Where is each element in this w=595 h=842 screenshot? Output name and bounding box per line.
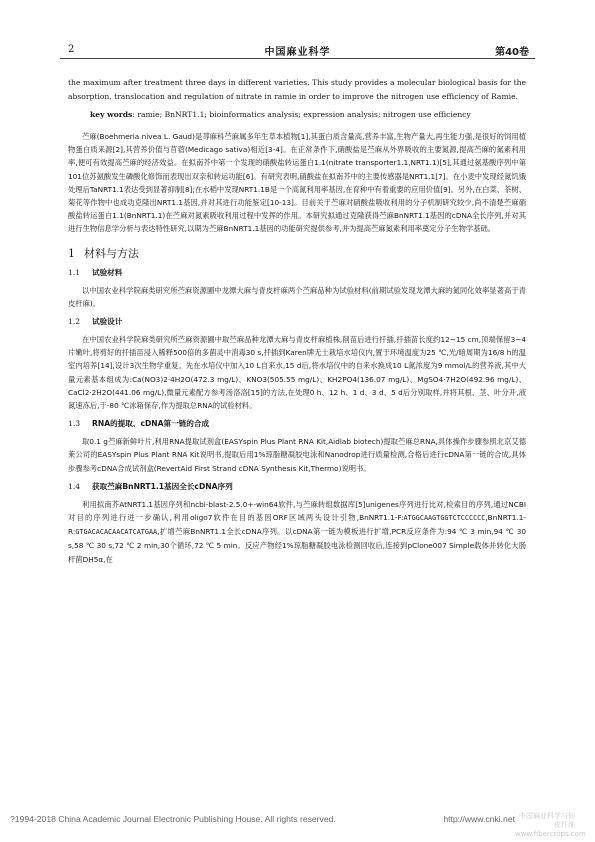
subsection-number: 1.2 [68, 317, 81, 327]
watermark [515, 812, 586, 839]
subsection-heading-1-1 [68, 267, 526, 278]
watermark-url: www.fibercrops.com [515, 830, 586, 838]
section-title: 材料与方法 [84, 246, 139, 260]
keywords-text: : ramie; BnNRT1.1; bioinformatics analysis; expression analysis; nitrogen use efficiency [132, 110, 471, 119]
volume-label: 第40卷 [495, 47, 529, 58]
paragraph-1-3: 取0.1 g苎麻新鲜叶片,利用RNA提取试剂盒(EASYspin Plus Plant RNA Kit,Aidlab biotech)提取苎麻总RNA,具体操作步骤参照北京艾德莱公司的EASYspin Plus Plant RNA Kit说明书,提取后用1%琼脂糖凝胶电泳和Nanodrop进行质量检测,合格后进行cDNA第一链的合成,具体步骤参考cDNA合成试剂盒(RevertAid First Strand cDNA Synthesis Kit,Thermo)说明书。 [68, 437, 526, 473]
subsection-heading-1-3 [68, 418, 526, 429]
subsection-title: RNA的提取、cDNA第一链的合成 [92, 419, 210, 429]
primer-reverse: GTGACACACAACATCATGAA [75, 528, 158, 537]
primer-forward: ATGGCAAGTGGTCTCCCCCC [403, 514, 486, 523]
keywords-label: key words [90, 110, 133, 119]
paragraph-1-4-part2: ,BnNRT1.1-R: [68, 513, 526, 537]
intro-paragraph: 苎麻(Boehmeria nivea L. Gaud)是荨麻科苎麻属多年生草本植物[1],其蛋白质含量高,营养丰富,生物产量大,再生能力强,是很好的饲用植物蛋白质来源[2],其营养价值与苜蓿(Medicago sativa)相近[3-4]。在正常条件下,硝酸盐是苎麻从外界吸收的主要氮源,提高苎麻的氮素利用率,便可有效提高苎麻的经济效益。在拟南芥中第一个发现的硝酸盐转运蛋白1.1(nitrate transporter1.1,NRT1.1)[5],其通过氨基酸序列中第101位苏氨酸发生磷酸化修饰而表现出双亲和转运功能[6]。有研究表明,硝酸盐在拟南芥中的主要传感器是NRT1.1[7]。在小麦中发现经氮饥饿处理后TaNRT1.1表达受到显著抑制[8];在水稻中发现NRT1.1B是一个高氮利用率基因,在育种中有着重要的应用价值[9]。另外,在白菜、茶树、菊花等作物中也成功克隆出NRT1.1基因,并对其进行功能鉴定[10-13]。目前关于苎麻对硝酸盐吸收利用的分子机制研究较少,尚不清楚苎麻硝酸盐转运蛋白1.1(BnNRT1.1)在苎麻对氮素吸收利用过程中发挥的作用。本研究拟通过克隆获得苎麻BnNRT1.1基因的cDNA全长序列,并对其进行生物信息学分析与表达特性研究,以期为苎麻BnNRT1.1基因的功能研究提供参考,并为提高苎麻氮素利用率奠定分子生物学基础。 [68, 132, 526, 234]
subsection-heading-1-2 [68, 316, 526, 327]
running-header [60, 42, 535, 59]
section-heading [68, 245, 526, 261]
section-number: 1 [68, 246, 75, 260]
paragraph-1-4-part1: 利用拟南芥AtNRT1.1基因序列和ncbi-blast-2.5.0+-win64软件,与苎麻转组数据库[5]unigenes序列进行比对,检索目的序列,通过NCBI对目的序列进行进一步确认,利用oligo7软件在目的基因ORF区域两头设计引物,BnNRT1.1-F: [68, 499, 526, 523]
article-body [68, 76, 526, 566]
paragraph-1-4-part3: ,扩增苎麻BnNRT1.1全长cDNA序列。以cDNA第一链为模板进行扩增,PCR反应条件为:94 ℃ 3 min,94 ℃ 30 s,58 ℃ 30 s,72 ℃ 2 min,30个循环,72 ℃ 5 min。反应产物经1%琼脂糖凝胶电泳检测回收后,连接到pClone007 Simple载体并转化大肠杆菌DH5α,在 [68, 527, 526, 564]
paragraph-1-1: 以中国农业科学院麻类研究所苎麻资源圃中龙潭大麻与青皮杆麻两个苎麻品种为试验材料(前期试验发现龙潭大麻的氮同化效率显著高于青皮杆麻)。 [68, 285, 526, 308]
subsection-title: 试验材料 [92, 267, 123, 277]
page-number: 2 [68, 44, 75, 55]
paragraph-1-4 [68, 498, 526, 566]
watermark-cn: 中国麻业科学与韧皮纤维 [519, 812, 575, 829]
keywords [68, 108, 526, 122]
copyright-notice: ?1994-2018 China Academic Journal Electronic Publishing House. All rights reserved. [10, 814, 336, 824]
subsection-title: 获取苎麻BnNRT1.1基因全长cDNA序列 [92, 481, 233, 491]
subsection-number: 1.3 [68, 419, 81, 429]
english-abstract-tail: the maximum after treatment three days in different varieties. This study provides a molecular biological basis for the absorption, translocation and regulation of nitrate in ramie in order to improve the nitrogen use efficiency of Ramie. [68, 78, 526, 101]
subsection-heading-1-4 [68, 481, 526, 492]
subsection-title: 试验设计 [92, 317, 123, 327]
page-footer [10, 812, 586, 838]
subsection-number: 1.4 [68, 481, 81, 491]
paragraph-1-2: 在中国农业科学院麻类研究所苎麻资源圃中取苎麻品种龙潭大麻与青皮杆麻植株,削苗后进行扦插,扦插苗长度约12~15 cm,顶端保留3~4片嫩叶,将剪好的扦插苗浸入稀释500倍的多菌灵中消毒30 s,扦插到Karen牌无土栽培水培仪内,置于环境温度为25 ℃,光/暗周期为16/8 h的温室内培养[14],设计3次生物学重复。先在水培仪中加入10 L自来水,15 d后,将水培仪中的自来水换成10 L氮浓度为9 mmol/L的营养液,其中大量元素基本组成为:Ca(NO3)2·4H2O(472.3 mg/L)、KNO3(505.55 mg/L)、KH2PO4(136.07 mg/L)、MgSO4·7H2O(492.96 mg/L)、CaCl2·2H2O(441.06 mg/L),微量元素配方参考汤洛洛[15]的方法,在处理0 h、12 h、1 d、3 d、5 d后分别取样,并将其根、茎、叶分开,液氮速冻后,于-80 ℃冰箱保存,作为提取总RNA的试验材料。 [68, 335, 526, 411]
journal-title: 中国麻业科学 [264, 47, 331, 58]
website-link[interactable]: http://www.cnki.net [443, 814, 515, 824]
subsection-number: 1.1 [68, 267, 81, 277]
